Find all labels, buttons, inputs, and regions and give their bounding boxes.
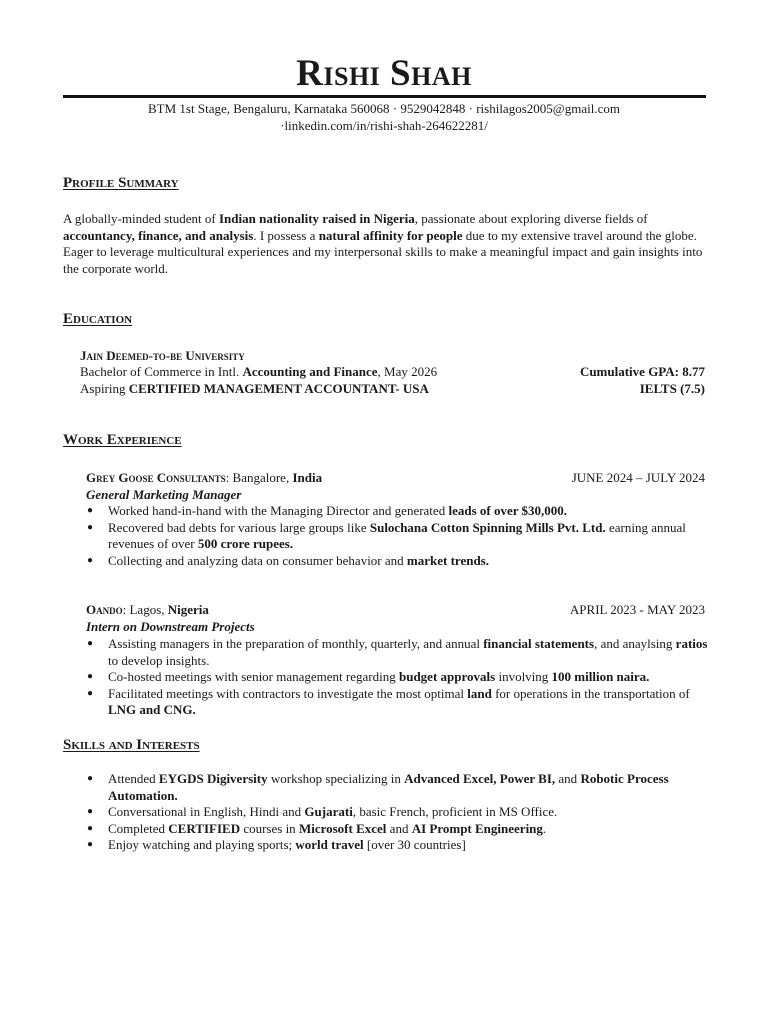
skills-list [86,771,711,854]
list-item: ● Recovered bad debts for various large groups like Sulochana Cotton Spinning Mills Pvt. Ltd. earning annual revenues of over 500 crore rupees. [86,520,711,553]
skills-heading: Skills and Interests [63,737,200,753]
certification-goal: Aspiring CERTIFIED MANAGEMENT ACCOUNTANT- USA [80,381,429,396]
ielts-score: IELTS (7.5) [639,381,705,396]
list-item: ● Enjoy watching and playing sports; world travel [over 30 countries] [86,837,711,854]
job-bullets [86,636,711,719]
job-header [86,470,705,487]
list-item: ● Co-hosted meetings with senior management regarding budget approvals involving 100 million naira. [86,669,711,686]
candidate-name: Rishi Shah [296,53,472,94]
list-item: ● Completed CERTIFIED courses in Microsoft Excel and AI Prompt Engineering. [86,821,711,838]
job-company: Oando: Lagos, Nigeria [86,602,209,617]
linkedin-url: ·linkedin.com/in/rishi-shah-264622281/ [280,118,488,133]
job-role: Intern on Downstream Projects [86,619,255,634]
education-school-row [80,348,705,365]
job-role: General Marketing Manager [86,487,242,502]
list-item: ● Attended EYGDS Digiversity workshop specializing in Advanced Excel, Power BI, and Robotic Process Automation. [86,771,711,804]
job-header [86,602,705,619]
job-dates: JUNE 2024 – JULY 2024 [571,470,705,485]
job-bullets [86,503,711,569]
contact-info: BTM 1st Stage, Bengaluru, Karnataka 560068 · 9529042848 · rishilagos2005@gmail.com [148,101,620,116]
gpa: Cumulative GPA: 8.77 [579,364,705,379]
degree: Bachelor of Commerce in Intl. Accounting and Finance, May 2026 [80,364,438,379]
education-aspire-row [80,381,705,398]
work-experience-heading: Work Experience [63,432,182,448]
list-item: ● Assisting managers in the preparation of monthly, quarterly, and annual financial statements, and anaylsing ratios to develop insights. [86,636,711,669]
list-item: ● Facilitated meetings with contractors to investigate the most optimal land for operations in the transportation of LNG and CNG. [86,686,711,719]
job-dates: APRIL 2023 - MAY 2023 [569,602,705,617]
header-divider [63,95,706,98]
list-item: ● Collecting and analyzing data on consumer behavior and market trends. [86,553,711,570]
education-heading: Education [63,311,133,327]
list-item: ● Worked hand-in-hand with the Managing Director and generated leads of over $30,000. [86,503,711,520]
list-item: ● Conversational in English, Hindi and Gujarati, basic French, proficient in MS Office. [86,804,711,821]
profile-summary-heading: Profile Summary [63,175,179,191]
university-name: Jain Deemed-to-be University [80,348,245,363]
job-company: Grey Goose Consultants: Bangalore, India [86,470,323,485]
profile-summary-text: A globally-minded student of Indian nationality raised in Nigeria, passionate about exploring diverse fields of accountancy, finance, and analysis. I possess a natural affinity for people due to my extensive travel around the globe. Eager to leverage multicultural experiences and my interpersonal skills to make a meaningful impact and gain insights into the corporate world. [63,211,703,276]
education-degree-row [80,364,705,381]
